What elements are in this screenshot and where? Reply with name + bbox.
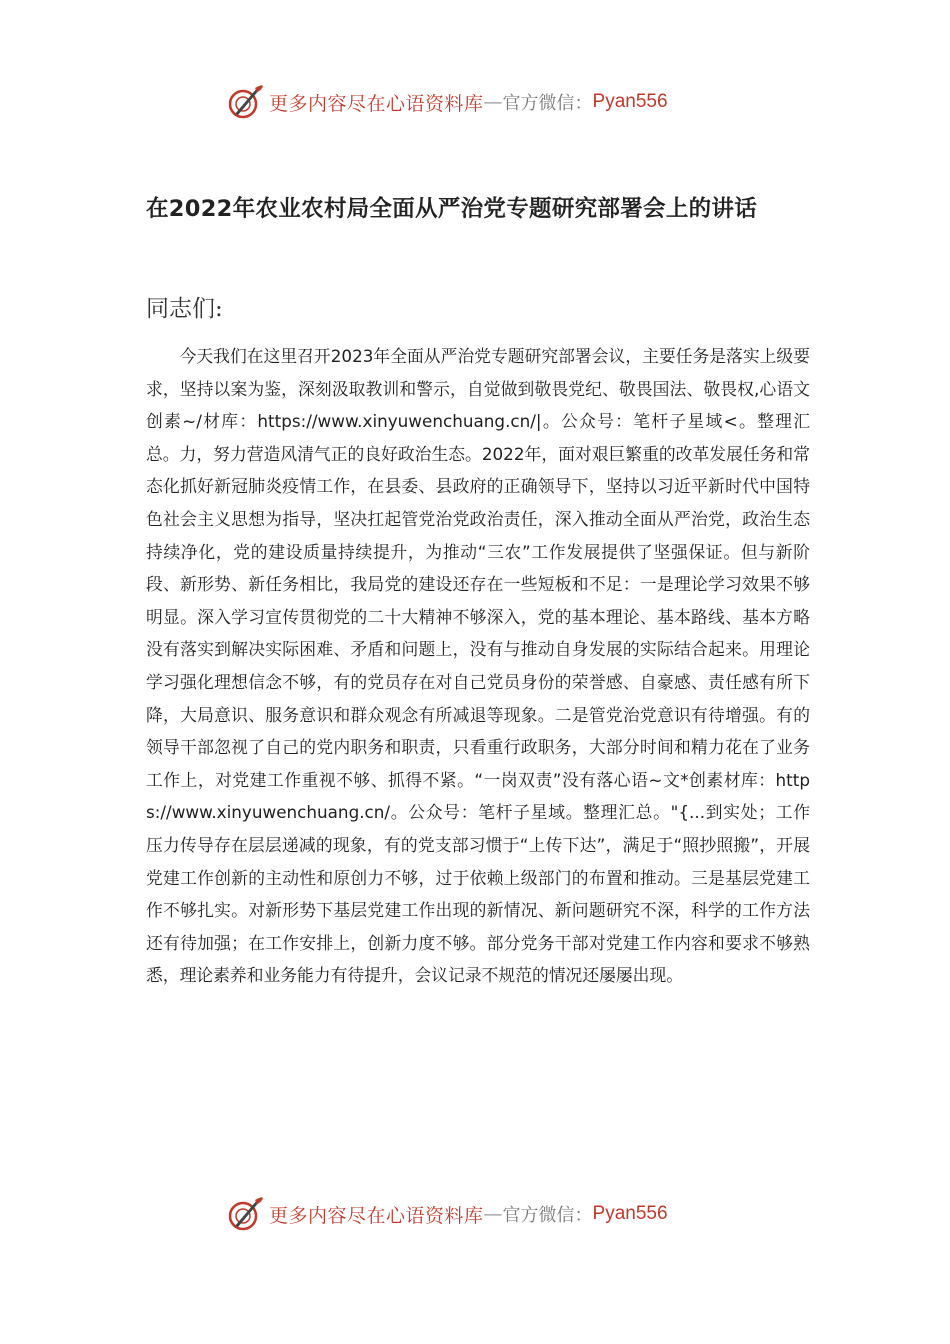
banner-wechat-label: 官方微信： <box>502 93 593 114</box>
banner-wechat-id: Pyan556 <box>592 91 668 112</box>
banner-brand-text: 更多内容尽在心语资料库 <box>269 1204 484 1227</box>
banner-wechat-id: Pyan556 <box>592 1203 668 1224</box>
quill-pen-logo-icon <box>225 1194 265 1234</box>
document-title: 在2022年农业农村局全面从严治党专题研究部署会上的讲话 <box>146 196 758 222</box>
body-paragraph: 今天我们在这里召开2023年全面从严治党专题研究部署会议，主要任务是落实上级要求，坚持以案为鉴，深刻汲取教训和警示，自觉做到敬畏党纪、敬畏国法、敬畏权,心语文创素~/材库：https://www.xinyuwenchuang.cn/|。公众号：笔杆子星域<。整理汇总。力，努力营造风清气正的良好政治生态。2022年，面对艰巨繁重的改革发展任务和常态化抓好新冠肺炎疫情工作，在县委、县政府的正确领导下，坚持以习近平新时代中国特色社会主义思想为指导，坚决扛起管党治党政治责任，深入推动全面从严治党，政治生态持续净化，党的建设质量持续提升，为推动“三农”工作发展提供了坚强保证。但与新阶段、新形势、新任务相比，我局党的建设还存在一些短板和不足：一是理论学习效果不够明显。深入学习宣传贯彻党的二十大精神不够深入，党的基本理论、基本路线、基本方略没有落实到解决实际困难、矛盾和问题上，没有与推动自身发展的实际结合起来。用理论学习强化理想信念不够，有的党员存在对自己党员身份的荣誉感、自豪感、责任感有所下降，大局意识、服务意识和群众观念有所减退等现象。二是管党治党意识有待增强。有的领导干部忽视了自己的党内职务和职责，只看重行政职务，大部分时间和精力花在了业务工作上，对党建工作重视不够、抓得不紧。“一岗双责”没有落心语~文*创素材库：https://www.xinyuwenchuang.cn/。公众号：笔杆子星域。整理汇总。"{...到实处；工作压力传导存在层层递减的现象，有的党支部习惯于“上传下达”，满足于“照抄照搬”，开展党建工作创新的主动性和原创力不够，过于依赖上级部门的布置和推动。三是基层党建工作不够扎实。对新形势下基层党建工作出现的新情况、新问题研究不深，科学的工作方法还有待加强；在工作安排上，创新力度不够。部分党务干部对党建工作内容和要求不够熟悉，理论素养和业务能力有待提升，会议记录不规范的情况还屡屡出现。 <box>146 346 810 986</box>
banner-separator: — <box>483 1203 503 1225</box>
banner-separator: — <box>483 91 503 113</box>
banner-brand-text: 更多内容尽在心语资料库 <box>269 92 484 115</box>
footer-banner <box>225 1192 668 1236</box>
salutation: 同志们: <box>146 296 223 322</box>
quill-pen-logo-icon <box>225 82 265 122</box>
banner-wechat-label: 官方微信： <box>502 1205 593 1226</box>
header-banner <box>225 80 668 124</box>
